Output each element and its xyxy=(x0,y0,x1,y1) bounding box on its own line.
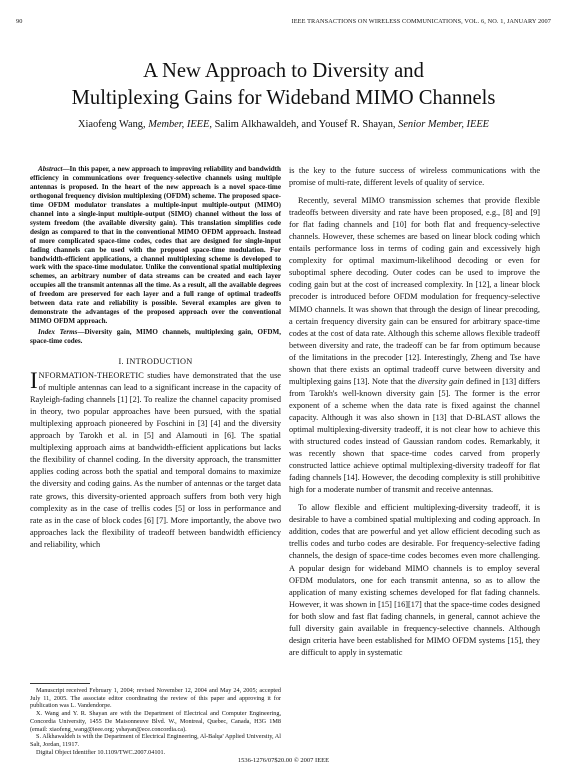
footnote-rule xyxy=(30,683,90,684)
diversity-gain-emphasis: diversity gain xyxy=(417,376,464,386)
intro-caps: NFORMATION-THEORETIC xyxy=(38,371,144,381)
author-list xyxy=(10,119,557,130)
page-number: 90 xyxy=(16,18,23,25)
journal-header: IEEE TRANSACTIONS ON WIRELESS COMMUNICATIONS, VOL. 6, NO. 1, JANUARY 2007 xyxy=(291,18,551,25)
section-heading: I. INTRODUCTION xyxy=(118,357,193,367)
footnote-affiliation-1: X. Wang and Y. R. Shayan are with the Department of Electrical and Computer Engineering, Concordia University, 1455 De Maisonneuve Blvd. W., Montreal, Quebec, Canada, H3G 1M8 (email: xiaofeng_wang@ieee.org; yshayan@ece.concordia.ca). xyxy=(30,710,281,733)
footnote-affiliation-2: S. Alkhawaldeh is with the Department of Electrical Engineering, Al-Balqa' Applied University, Al Salt, Jordan, 11917. xyxy=(30,733,281,748)
title-line-2: Multiplexing Gains for Wideband MIMO Channels xyxy=(71,87,496,109)
index-terms xyxy=(30,328,281,346)
intro-paragraph xyxy=(30,370,281,551)
left-column xyxy=(30,165,281,551)
title-line-1: A New Approach to Diversity and xyxy=(143,60,424,82)
drop-cap: I xyxy=(30,368,38,394)
copyright-footer: 1536-1276/07$20.00 © 2007 IEEE xyxy=(237,757,330,764)
author-3-role: Senior Member, IEEE xyxy=(398,119,490,130)
right-paragraph-2 xyxy=(289,195,540,496)
running-header xyxy=(16,18,551,28)
right-p2-text-b: defined in [13] differs from Tarokh's well-known diversity gain [5]. The former is the error exponent of a scheme when the data rate is fixed against the channel capacity. Although it was also shown in [13] that D-BLAST allows the optimal multiplexing-diversity tradeoff, it is not clear how to achieve this with structured codes instead of Gaussian random codes. Remarkably, it was recently shown that space-time codes carved from properly constructed lattice achieve optimal multiplexing-diversity tradeoff for flat fading channels [14]. However, the decoding complexity is still prohibitive high for a moderate number of transmit and receive antennas. xyxy=(289,376,540,495)
abstract-label: Abstract xyxy=(38,165,63,173)
abstract xyxy=(30,165,281,326)
footnote-doi: Digital Object Identifier 10.1109/TWC.2007.04101. xyxy=(36,748,166,756)
author-1-role: Member, IEEE xyxy=(148,119,210,130)
author-1: Xiaofeng Wang, xyxy=(77,119,149,130)
right-paragraph-3: To allow flexible and efficient multiplexing-diversity tradeoff, it is desirable to have a combined spatial multiplexing and coding approach. In addition, codes that are powerful and yet allow efficient decoding such as trellis codes and turbo codes are desirable. For frequency-selective fading channels, the design of space-time codes becomes even more challenging. A popular design for wideband MIMO channels is to employ several OFDM modulators, one for each transmit antenna, so as to allow the application of many existing schemes developed for flat fading channels. However, it was shown in [15] [16][17] that the space-time codes designed for both slow and fast flat fading channels, in general, cannot achieve the full diversity gain available in frequency-selective channels. Although design criteria have been established for MIMO OFDM systems [15], they are difficult to apply in systematic xyxy=(289,503,540,657)
intro-text: studies have demonstrated that the use of multiple antennas can lead to a significant increase in the capacity of Rayleigh-fading channels [1] [2]. To realize the channel capacity promised in theory, two popular approaches have been pursued, with the spatial multiplexing approach pioneered by Foschini in [3] [4] and the diversity approach by Tarokh et al. in [5] and Alamouti in [6]. The spatial multiplexing approach aims at bandwidth-efficient applications but lacks the flexibility of channel coding. In the diversity approach, the transmitter applies coding across both the spatial and temporal domains to maximize the diversity and coding gains. As the number of antennas or the target data rate grows, this diversity-oriented approach suffers from both very high complexity as in the case of trellis codes [5] or loss in performance and rate as in the case of block codes [6] [7]. More importantly, the above two approaches lack the flexibility of tradeoff between bandwidth efficiency and reliability, which xyxy=(30,371,281,549)
index-terms-text: —Diversity gain, MIMO channels, multiplexing gain, OFDM, space-time codes. xyxy=(30,328,281,346)
right-column xyxy=(289,165,540,659)
paper-title xyxy=(10,58,557,112)
index-terms-label: Index Terms xyxy=(38,328,78,337)
right-paragraph-1: is the key to the future success of wireless communications with the promise of multi-rate, different levels of quality of service. xyxy=(289,166,540,188)
author-2-3: , Salim Alkhawaldeh, and Yousef R. Shayan, xyxy=(209,119,399,130)
abstract-text: —In this paper, a new approach to improving reliability and bandwidth efficiency in communications over frequency-selective channels using multiple antennas is proposed. In the heart of the new approach is a novel space-time orthogonal frequency division multiplexing (OFDM) scheme. The proposed space-time OFDM modulator translates a multiple-input multiple-output (MIMO) channel into a single-input multiple-output (SIMO) channel without the loss of system freedom (the available diversity gain). This translation simplifies code design as compared to that in the conventional MIMO OFDM approach. Instead of more complicated space-time codes, codes that are designed for single-input fading channels can be used with the proposed space-time modulation. For bandwidth-efficient applications, a channel multiplexing scheme is developed to work with the space-time modulator. Unlike the conventional spatial multiplexing schemes, an arbitrary number of data streams can be created and each layer occupies all the transmit antennas all the time. As a result, all the available degrees of freedom are preserved for each layer and a full range of optimal tradeoffs between data rate and reliability is possible. Several examples are given to demonstrate the advantages of the proposed approach over the conventional MIMO OFDM approach. xyxy=(30,165,281,326)
footnote-manuscript: Manuscript received February 1, 2004; revised November 12, 2004 and May 24, 2005; accepted July 11, 2005. The associate editor coordinating the review of this paper and approving it for publication was L. Vandendorpe. xyxy=(30,687,281,710)
right-p2-text-a: Recently, several MIMO transmission schemes that provide flexible tradeoffs between diversity and rate have been proposed, e.g., [8] and [9] for flat fading channels and [10] for both flat and frequency-selective channels. However, these schemes are based on linear block coding which entails performance loss in terms of coding gain and excessively high complexity for optimal maximum-likelihood decoding or even for suboptimal sphere decoding. Outer codes can be used to improve the coding gain but at the cost of increased complexity. In [12], a linear block precoder is introduced before OFDM modulation for frequency-selective MIMO channels. It was shown that through the design of linear precoding, a certain frequency diversity gain can be ensured for arbitrary space-time codes at the cost of data rate. Although this scheme allows flexible tradeoff between diversity and rate, the tradeoff can be far from optimum because of the limitations in the precoder [12]. Interestingly, Zheng and Tse have shown that there exists an optimal tradeoff curve between diversity and multiplexing gains [13]. Note that the xyxy=(289,196,540,386)
footnotes xyxy=(30,683,281,756)
